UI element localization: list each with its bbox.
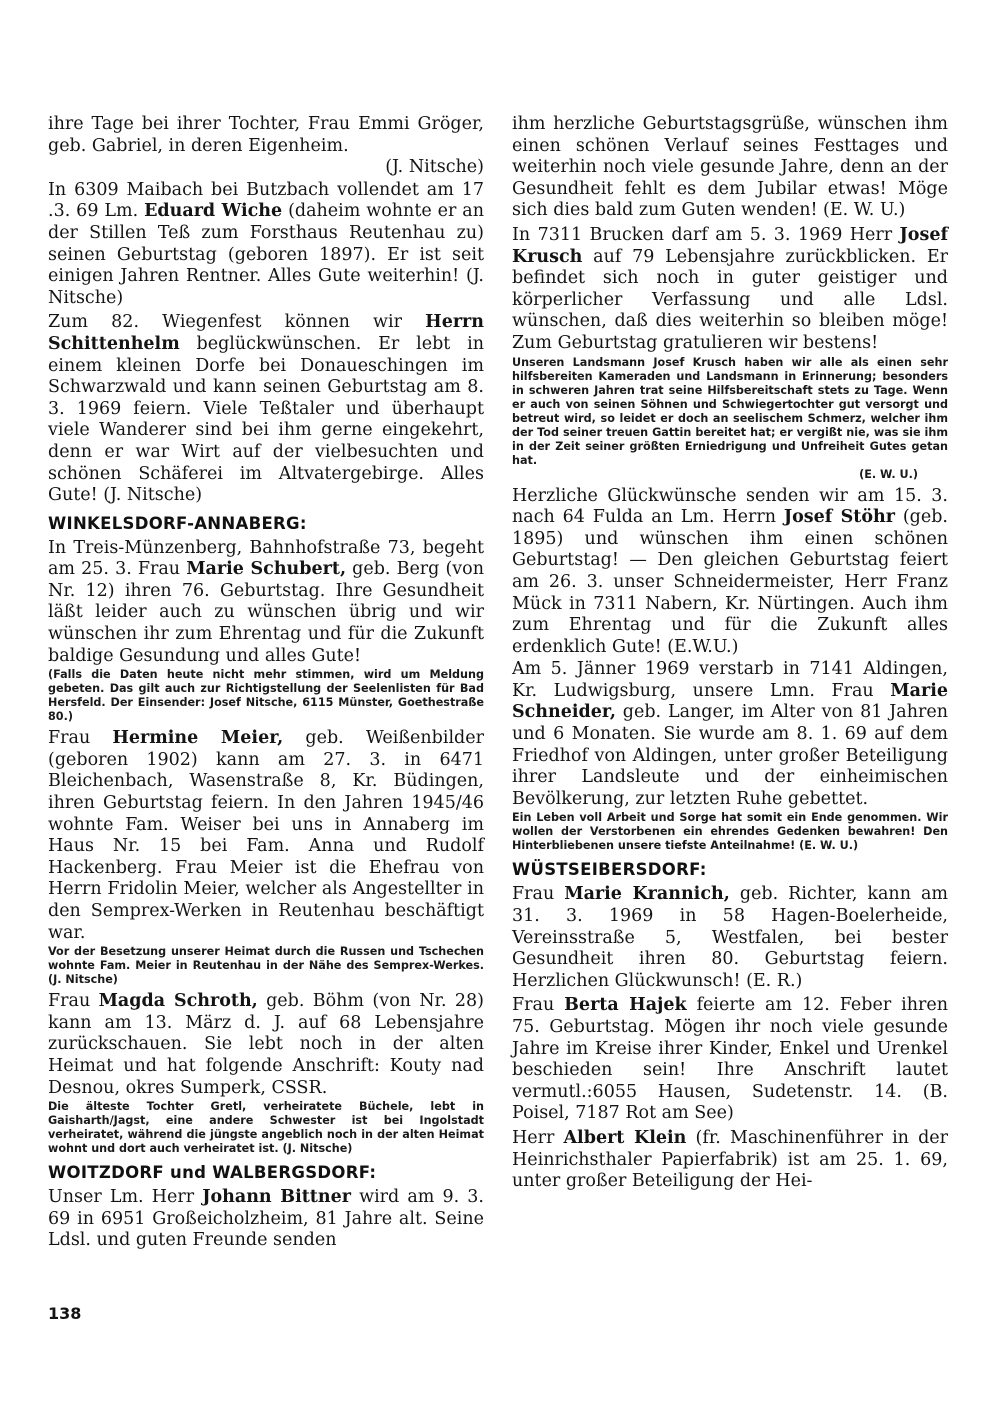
paragraph-text: geb. Weißenbilder (geboren 1902) kann am 27. 3. in 6471 Bleichenbach, Wasenstraße 8, Kr. Büdingen, ihren Geburtstag feiern. In den Jahren 1945/46 wohnte Fam. Weiser bei uns in Annaberg im Haus Nr. 15 bei Fam. Anna und Rudolf Hackenberg. Frau Meier ist die Ehefrau von Herrn Fridolin Meier, welcher als Angestellter in den Semprex-Werken in Reutenhau beschäftigt war. [48, 728, 484, 943]
person-name: Eduard Wiche [144, 201, 283, 222]
paragraph-text: Frau [512, 995, 565, 1016]
paragraph-text: Unser Lm. Herr [48, 1187, 203, 1208]
person-name: Josef Stöhr [783, 507, 895, 528]
paragraph-text: Frau [48, 728, 113, 749]
note-text: Unseren Landsmann Josef Krusch haben wir alle als einen sehr hilfsbereiten Kameraden und Landsmann in Erinnerung; besonders in schweren Jahren trat seine Hilfsbereitschaft stets zu Tage. Wenn er auch von seinen Söhnen und Schwiegertochter gut versorgt und betreut wird, so leidet er doch an seelischem Schmerz, welcher ihm der Tod seiner treuen Gattin bereitet hat; er vergißt nie, was sie ihm in der Zeit seiner größten Erniedrigung und Unfreiheit Gutes getan hat. [512, 355, 948, 467]
person-name: Marie Krannich, [564, 884, 730, 905]
person-name: Albert Klein [563, 1127, 687, 1148]
paragraph-text: (fr. Maschinenführer in der Heinrichsthaler Papierfabrik) ist am 25. 1. 69, unter großer Beteiligung der Hei- [512, 1127, 949, 1192]
paragraph-text: wird am 9. 3. 69 in 6951 Großeicholzheim, 81 Jahre alt. Seine Ldsl. und guten Freunde senden [48, 1187, 484, 1251]
paragraph-text: Am 5. Jänner 1969 verstarb in 7141 Aldingen, Kr. Ludwigsburg, unsere Lmn. Frau [512, 659, 948, 701]
person-name: Hermine Meier, [112, 728, 284, 749]
paragraph-text: In 6309 Maibach bei Butzbach vollendet am 17 .3. 69 Lm. [48, 179, 484, 222]
paragraph-bittner [48, 1187, 484, 1252]
note-schneider: Ein Leben voll Arbeit und Sorge hat somit ein Ende genommen. Wir wollen der Verstorbenen ein ehrendes Gedenken bewahren! Den Hinterbliebenen unsere tiefste Anteilnahme! (E. W. U.) [512, 811, 948, 853]
paragraph-bittner-cont: ihm herzliche Geburtstagsgrüße, wünschen ihm einen schönen Verlauf seines Festtages und weiterhin noch viele gesunde Jahre, denn an der Gesundheit fehlt es dem Jubilar etwas! Möge sich dies bald zum Guten wenden! (E. W. U.) [512, 114, 948, 221]
paragraph-text: (daheim wohnte er an der Stillen Teß zum Forsthaus Reutenhau zu) seinen Geburtstag (geboren 1897). Er ist seit einigen Jahren Rentner. Alles Gute weiterhin! (J. Nitsche) [48, 201, 484, 308]
right-column [512, 114, 948, 1196]
note-schroth: Die älteste Tochter Gretl, verheiratete Büchele, lebt in Gaisharth/Jagst, eine andere Schwester ist bei Ingolstadt verheiratet, während die jüngste angeblich noch in der alten Heimat wohnt und dort auch verheiratet ist. (J. Nitsche) [48, 1100, 484, 1156]
person-name: Magda Schroth, [98, 991, 258, 1012]
person-name: Berta Hajek [564, 995, 687, 1016]
person-name: Marie Schubert, [186, 559, 347, 580]
section-heading-woitzdorf: WOITZDORF und WALBERGSDORF: [48, 1163, 377, 1183]
paragraph-text: In 7311 Brucken darf am 5. 3. 1969 Herr [512, 224, 900, 245]
paragraph-text: ihre Tage bei ihrer Tochter, Frau Emmi Gröger, geb. Gabriel, in deren Eigenheim. [48, 114, 484, 156]
paragraph-text: feierte am 12. Feber ihren 75. Geburtstag. Mögen ihr noch viele gesunde Jahre im Kreise ihrer Kinder, Enkel und Urenkel beschieden sein! Ihre Anschrift lautet vermutl.:6055 Hausen, Sudetenstr. 14. (B. Poisel, 7187 Rot am See) [512, 995, 948, 1124]
paragraph-text: Zum 82. Wiegenfest können wir [48, 312, 426, 333]
paragraph-text: Frau [512, 884, 565, 905]
paragraph-hajek [512, 995, 948, 1125]
paragraph-text: geb. Langer, im Alter von 81 Jahren und 6 Monaten. Sie wurde am 8. 1. 69 auf dem Friedhof von Aldingen, unter großer Beteiligung ihrer Landsleute und der einheimischen Bevölkerung, zur letzten Ruhe gebettet. [512, 702, 948, 809]
paragraph-groeger [48, 114, 484, 179]
note-nitsche-correction: (Falls die Daten heute nicht mehr stimmen, wird um Meldung gebeten. Das gilt auch zur Richtigstellung der Seelenlisten für Bad Hersfeld. Der Einsender: Josef Nitsche, 6115 Münster, Goethestraße 80.) [48, 668, 484, 724]
paragraph-text: Herr [512, 1127, 564, 1148]
person-name: Johann Bittner [202, 1187, 351, 1208]
paragraph-schittenhelm [48, 312, 484, 506]
author-signature: (J. Nitsche) [385, 157, 484, 178]
paragraph-schroth [48, 991, 484, 1099]
person-name: Herrn Schittenhelm [48, 312, 484, 354]
paragraph-schubert [48, 538, 484, 668]
paragraph-text: Herzliche Glückwünsche senden wir am 15. 3. nach 64 Fulda an Lm. Herrn [512, 485, 948, 528]
paragraph-meier [48, 728, 484, 944]
paragraph-krusch [512, 225, 948, 355]
paragraph-schneider [512, 659, 948, 810]
paragraph-text: geb. Richter, kann am 31. 3. 1969 in 58 Hagen-Boelerheide, Vereinsstraße 5, Westfalen, bei bester Gesundheit ihren 80. Geburtstag feiern. Herzlichen Glückwunsch! (E. R.) [512, 884, 949, 991]
author-signature: (E. W. U.) [859, 467, 918, 481]
section-heading-wuestseibersdorf: WÜSTSEIBERSDORF: [512, 860, 707, 880]
paragraph-wiche [48, 180, 484, 310]
paragraph-text: auf 79 Lebensjahre zurückblicken. Er befindet sich noch in guter geistiger und körperlicher Verfassung und alle Ldsl. wünschen, daß dies weiterhin so bleiben möge! Zum Geburtstag gratulieren wir bestens! [512, 246, 948, 353]
paragraph-text: Frau [48, 991, 99, 1012]
person-name: Marie Schneider, [512, 680, 948, 723]
paragraph-stoehr [512, 486, 948, 659]
paragraph-text: geb. Böhm (von Nr. 28) kann am 13. März d. J. auf 68 Lebensjahre zurückschauen. Sie lebt noch in der alten Heimat und hat folgende Anschrift: Kouty nad Desnou, okres Sumperk, CSSR. [48, 991, 484, 1098]
page-number: 138 [48, 1304, 82, 1323]
note-krusch [512, 356, 948, 482]
paragraph-text: (geb. 1895) und wünschen ihm einen schönen Geburtstag! — Den gleichen Geburtstag feiert am 26. 3. unser Schneidermeister, Herr Franz Mück in 7311 Nabern, Kr. Nürtingen. Auch ihm zum Ehrentag und für die Zukunft alles erdenklich Gute! (E.W.U.) [512, 507, 948, 657]
paragraph-klein [512, 1128, 948, 1193]
section-heading-winkelsdorf: WINKELSDORF-ANNABERG: [48, 513, 307, 533]
person-name: Josef Krusch [512, 224, 948, 267]
left-column [48, 114, 484, 1255]
paragraph-krannich [512, 884, 948, 992]
paragraph-text: geb. Berg (von Nr. 12) ihren 76. Geburtstag. Ihre Gesundheit läßt leider auch zu wünschen übrig und wir wünschen ihr zum Ehrentag und für die Zukunft baldige Gesundung und alles Gute! [48, 559, 484, 666]
paragraph-text: beglückwünschen. Er lebt in einem kleinen Dorfe bei Donaueschingen im Schwarzwald und kann seinen Geburtstag am 8. 3. 1969 feiern. Viele Teßtaler und überhaupt viele Wanderer sind bei ihm gerne eingekehrt, denn er war Wirt auf der vielbesuchten und schönen Schäferei im Altvatergebirge. Alles Gute! (J. Nitsche) [48, 333, 484, 506]
paragraph-text: In Treis-Münzenberg, Bahnhofstraße 73, begeht am 25. 3. Frau [48, 537, 484, 580]
note-meier: Vor der Besetzung unserer Heimat durch die Russen und Tschechen wohnte Fam. Meier in Reutenhau in der Nähe des Semprex-Werkes. (J. Nitsche) [48, 945, 484, 987]
